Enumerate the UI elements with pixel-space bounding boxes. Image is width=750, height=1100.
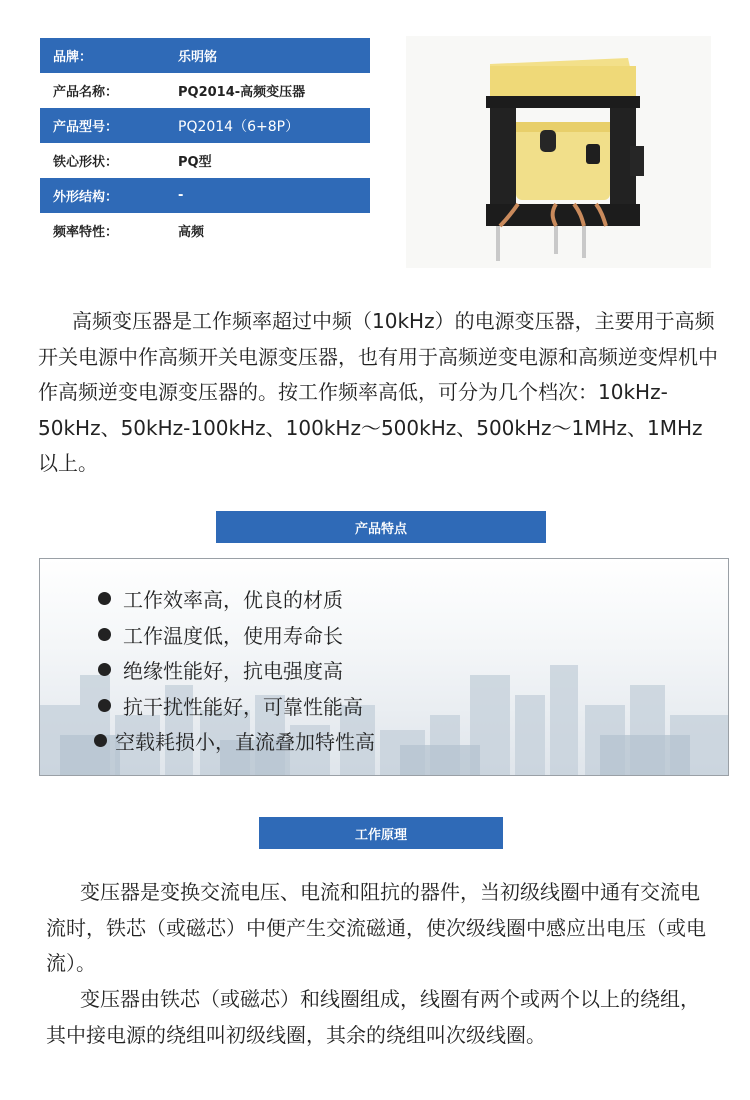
spec-value: PQ2014（6+8P） — [178, 118, 300, 135]
bullet-dot-icon — [98, 699, 111, 712]
feature-text: 工作效率高，优良的材质 — [123, 588, 343, 613]
bullet-dot-icon — [98, 663, 111, 676]
features-box — [39, 558, 729, 776]
spec-value: 乐明铭 — [178, 50, 218, 65]
spec-label: 外形结构： — [53, 190, 119, 205]
spec-value: PQ2014-高频变压器 — [178, 85, 306, 100]
spec-row-core-shape — [40, 143, 370, 178]
list-item — [94, 723, 375, 759]
spec-label: 铁心形状： — [53, 155, 119, 170]
features-list — [98, 581, 375, 759]
feature-text: 抗干扰性能好，可靠性能高 — [123, 694, 363, 719]
bullet-dot-icon — [98, 628, 111, 641]
list-item — [98, 652, 375, 688]
spec-label: 产品型号： — [53, 120, 119, 135]
spec-label: 产品名称： — [53, 85, 119, 100]
principle-text-2: 变压器由铁芯（或磁芯）和线圈组成，线圈有两个或两个以上的绕组，其中接电源的绕组叫初级线圈，其余的绕组叫次级线圈。 — [46, 987, 700, 1047]
spec-value: 高频 — [178, 225, 205, 240]
list-item — [98, 581, 375, 617]
principle-text-1: 变压器是变换交流电压、电流和阻抗的器件，当初级线圈中通有交流电流时，铁芯（或磁芯）中便产生交流磁通，使次级线圈中感应出电压（或电流）。 — [46, 880, 706, 975]
spec-value: PQ型 — [178, 155, 212, 170]
principle-paragraph-1 — [46, 875, 718, 982]
bullet-dot-icon — [98, 592, 111, 605]
spec-table — [40, 38, 370, 248]
spec-row-structure — [40, 178, 370, 213]
spec-value: - — [178, 188, 184, 203]
spec-row-frequency — [40, 213, 370, 248]
spec-row-model — [40, 108, 370, 143]
list-item — [98, 688, 375, 724]
feature-text: 空载耗损小，直流叠加特性高 — [115, 730, 375, 755]
spec-row-brand — [40, 38, 370, 73]
intro-text: 高频变压器是工作频率超过中频（10kHz）的电源变压器，主要用于高频开关电源中作高频开关电源变压器，也有用于高频逆变电源和高频逆变焊机中作高频逆变电源变压器的。按工作频率高低，可分为几个档次：10kHz- 50kHz、50kHz-100kHz、100kHz～500kHz、500kHz～1MHz、1MHz以上。 — [38, 309, 718, 475]
principle-title: 工作原理 — [354, 827, 407, 843]
intro-paragraph — [38, 304, 718, 482]
spec-label: 频率特性： — [53, 225, 119, 240]
feature-text: 绝缘性能好，抗电强度高 — [123, 659, 343, 684]
principle-header — [259, 817, 503, 849]
transformer-photo — [406, 36, 711, 268]
features-title: 产品特点 — [354, 521, 407, 537]
spec-row-product-name — [40, 73, 370, 108]
spec-label: 品牌： — [53, 50, 93, 65]
list-item — [98, 617, 375, 653]
bullet-dot-icon — [94, 734, 107, 747]
principle-paragraph-2 — [46, 982, 718, 1053]
features-header — [216, 511, 546, 543]
feature-text: 工作温度低，使用寿命长 — [123, 623, 343, 648]
